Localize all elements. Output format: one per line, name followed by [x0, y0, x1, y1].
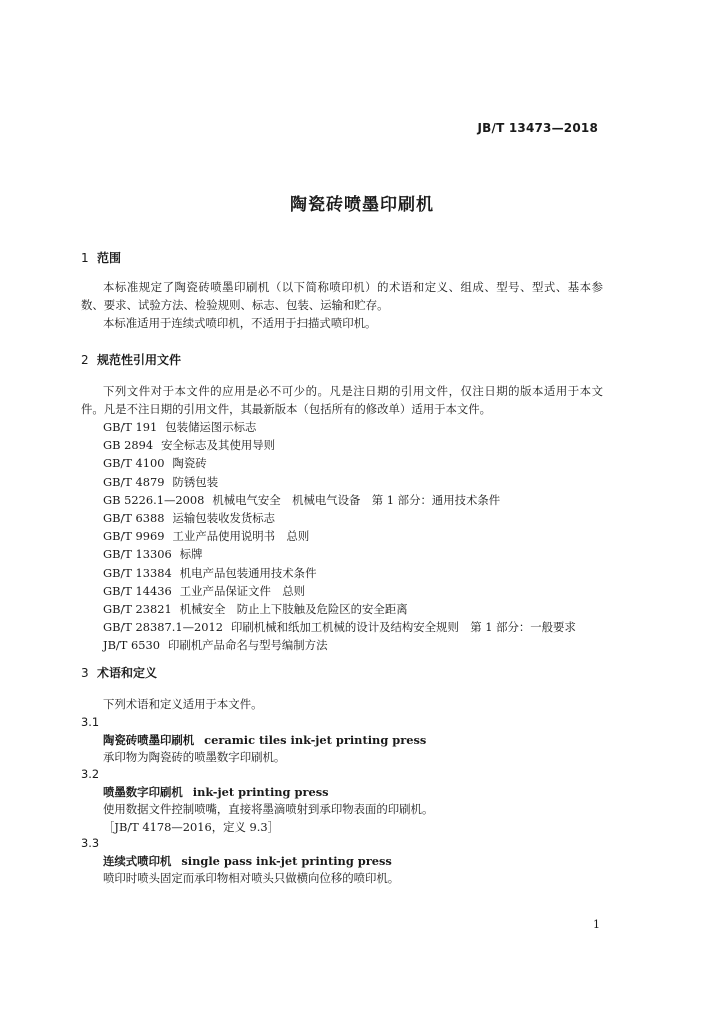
standard-code: JB/T 13473—2018	[477, 121, 598, 135]
reference-title: 标牌	[179, 547, 203, 562]
reference-code: GB/T 14436	[103, 583, 172, 598]
clause-number: 3.1	[81, 715, 100, 729]
reference-item	[103, 546, 203, 562]
reference-item	[103, 455, 207, 471]
page-number: 1	[593, 918, 600, 931]
term-english: single pass ink-jet printing press	[181, 854, 392, 868]
reference-title: 印刷机产品命名与型号编制方法	[167, 638, 328, 653]
term-chinese: 连续式喷印机	[103, 854, 172, 868]
references-intro: 下列文件对于本文件的应用是必不可少的。凡是注日期的引用文件，仅注日期的版本适用于本文件。凡是不注日期的引用文件，其最新版本（包括所有的修改单）适用于本文件。	[81, 384, 603, 416]
reference-item	[103, 419, 256, 435]
section-3-heading	[81, 664, 157, 681]
section-title: 范围	[97, 251, 122, 265]
reference-code: GB/T 4879	[103, 474, 165, 489]
term-definition: 喷印时喷头固定而承印物相对喷头只做横向位移的喷印机。	[103, 871, 400, 885]
term-definition: 使用数据文件控制喷嘴，直接将墨滴喷射到承印物表面的印刷机。	[103, 802, 434, 816]
section-number: 3	[81, 666, 89, 680]
reference-title: 运输包装收发货标志	[172, 511, 276, 525]
reference-code: GB/T 23821	[103, 602, 172, 616]
section-1-heading	[81, 249, 121, 266]
clause-number: 3.3	[81, 836, 100, 850]
reference-title: 机电产品包装通用技术条件	[179, 565, 317, 580]
reference-title: 工业产品保证文件 总则	[179, 583, 306, 598]
term-source: ［JB/T 4178—2016，定义 9.3］	[103, 820, 280, 834]
reference-item	[103, 565, 316, 581]
term-english: ceramic tiles ink-jet printing press	[204, 733, 427, 747]
reference-title: 防锈包装	[172, 474, 219, 489]
reference-code: GB/T 4100	[103, 456, 165, 471]
reference-item	[103, 601, 408, 617]
reference-item	[103, 437, 275, 453]
reference-code: GB/T 13384	[103, 565, 172, 580]
reference-item	[103, 583, 305, 599]
section-2-heading	[81, 351, 181, 368]
reference-title: 工业产品使用说明书 总则	[172, 529, 310, 544]
reference-item	[103, 619, 576, 635]
term-chinese: 陶瓷砖喷墨印刷机	[103, 733, 195, 747]
reference-item	[103, 492, 500, 508]
reference-title: 安全标志及其使用导则	[161, 438, 276, 453]
reference-item	[103, 474, 218, 490]
reference-title: 机械电气安全 机械电气设备 第 1 部分：通用技术条件	[212, 492, 501, 507]
reference-item	[103, 637, 327, 653]
section-title: 规范性引用文件	[97, 353, 182, 367]
reference-title: 包装储运图示标志	[165, 420, 257, 434]
reference-code: JB/T 6530	[103, 638, 160, 653]
reference-title: 陶瓷砖	[172, 456, 207, 471]
reference-code: GB/T 6388	[103, 511, 165, 525]
reference-code: GB/T 9969	[103, 529, 165, 544]
section-number: 1	[81, 251, 89, 265]
clause-number: 3.2	[81, 767, 100, 781]
section-title: 术语和定义	[97, 666, 158, 680]
reference-code: GB 5226.1—2008	[103, 492, 205, 507]
term-definition: 承印物为陶瓷砖的喷墨数字印刷机。	[103, 750, 286, 764]
document-title: 陶瓷砖喷墨印刷机	[290, 195, 434, 215]
reference-code: GB/T 13306	[103, 547, 172, 562]
reference-code: GB 2894	[103, 438, 154, 453]
reference-title: 机械安全 防止上下肢触及危险区的安全距离	[179, 602, 408, 616]
reference-item	[103, 510, 275, 526]
section-number: 2	[81, 353, 89, 367]
term-heading	[103, 784, 329, 800]
reference-code: GB/T 28387.1—2012	[103, 620, 224, 635]
reference-item	[103, 528, 309, 544]
term-heading	[103, 732, 426, 748]
scope-applicability: 本标准适用于连续式喷印机，不适用于扫描式喷印机。	[103, 316, 377, 330]
scope-paragraph: 本标准规定了陶瓷砖喷墨印刷机（以下简称喷印机）的术语和定义、组成、型号、型式、基本参数、要求、试验方法、检验规则、标志、包装、运输和贮存。	[81, 280, 603, 312]
terms-intro: 下列术语和定义适用于本文件。	[103, 697, 263, 711]
term-english: ink-jet printing press	[192, 785, 329, 799]
term-heading	[103, 853, 392, 869]
term-chinese: 喷墨数字印刷机	[103, 785, 183, 799]
reference-title: 印刷机械和纸加工机械的设计及结构安全规则 第 1 部分：一般要求	[231, 620, 576, 635]
reference-code: GB/T 191	[103, 420, 158, 434]
